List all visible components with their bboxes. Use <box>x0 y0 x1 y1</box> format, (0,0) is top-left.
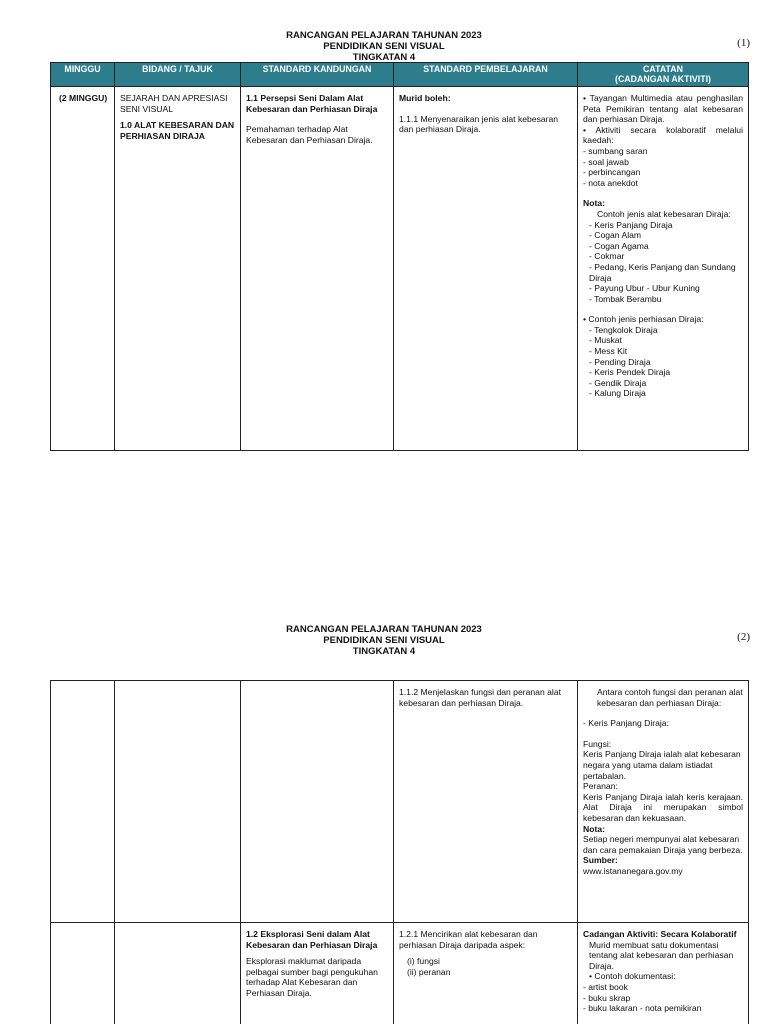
sp-title: Murid boleh: <box>399 93 451 103</box>
lesson-plan-table <box>50 62 749 451</box>
list-item: - Tengkolok Diraja <box>589 324 658 335</box>
header-form: TINGKATAN 4 <box>352 52 416 63</box>
cell-minggu <box>51 923 115 1024</box>
sk-title: 1.2 Eksplorasi Seni dalam Alat Kebesaran dan Perhiasan Diraja <box>246 929 378 950</box>
activity-contoh: • Contoh dokumentasi: <box>589 971 676 982</box>
catatan-p2: • Aktiviti secara kolaboratif melalui kaedah: <box>583 124 743 146</box>
nota-label: Nota: <box>583 198 605 209</box>
sk-text: Pemahaman terhadap Alat Kebesaran dan Perhiasan Diraja. <box>246 124 373 145</box>
sk-title: 1.1 Persepsi Seni Dalam Alat Kebesaran dan Perhiasan Diraja <box>246 93 378 114</box>
nota-label: Nota: <box>583 823 605 834</box>
sp-text: 1.2.1 Mencirikan alat kebesaran dan perhiasan Diraja daripada aspek: <box>399 929 538 950</box>
page-number: (2) <box>737 631 750 643</box>
catatan-item: - Keris Panjang Diraja: <box>583 718 669 729</box>
page-header <box>0 624 768 657</box>
peranan-label: Peranan: <box>583 781 618 792</box>
list-item: - Keris Pendek Diraja <box>589 367 671 378</box>
cell-bidang <box>115 923 241 1024</box>
cell-minggu <box>51 681 115 923</box>
cell-standard-pembelajaran <box>394 87 578 451</box>
list-item: - Pedang, Keris Panjang dan Sundang Diraja <box>589 261 736 283</box>
bidang-area: SEJARAH DAN APRESIASI SENI VISUAL <box>120 93 228 114</box>
nota-text: Setiap negeri mempunyai alat kebesaran dan cara pemakaian Diraja yang berbeza. <box>583 834 743 855</box>
list-item: - sumbang saran <box>583 145 648 156</box>
list-item: - buku skrap <box>583 992 631 1003</box>
col-header-catatan-line2: (CADANGAN AKTIVITI) <box>615 74 711 84</box>
lesson-plan-table-continued <box>50 680 749 1024</box>
sumber-text: www.istananegara.gov.my <box>583 865 683 876</box>
cell-catatan <box>578 923 749 1024</box>
table-header-row <box>51 63 749 87</box>
page-number: (1) <box>737 37 750 49</box>
table-row <box>51 681 749 923</box>
fungsi-label: Fungsi: <box>583 738 612 749</box>
list-item: (ii) peranan <box>407 966 451 977</box>
sp-text: 1.1.2 Menjelaskan fungsi dan peranan alat kebesaran dan perhiasan Diraja. <box>399 687 561 708</box>
cell-standard-pembelajaran <box>394 681 578 923</box>
col-header-standard-kandungan: STANDARD KANDUNGAN <box>241 63 394 87</box>
col-header-catatan-line1: CATATAN <box>643 64 683 74</box>
page-header <box>0 30 768 63</box>
catatan-p1: • Tayangan Multimedia atau penghasilan Peta Pemikiran tentang alat kebesaran dan perhiasan Diraja. <box>583 93 743 125</box>
list-item: - Kalung Diraja <box>589 388 646 399</box>
list-item: - Payung Ubur - Ubur Kuning <box>589 283 700 294</box>
list-item: - Muskat <box>589 335 622 346</box>
header-title: RANCANGAN PELAJARAN TAHUNAN 2023 <box>286 30 482 41</box>
cell-standard-kandungan <box>241 87 394 451</box>
cell-standard-kandungan <box>241 923 394 1024</box>
list-item: - Pending Diraja <box>589 356 651 367</box>
list-item: (i) fungsi <box>407 956 440 967</box>
minggu-value: (2 MINGGU) <box>59 93 108 103</box>
list-item: - perbincangan <box>583 167 641 178</box>
header-subject: PENDIDIKAN SENI VISUAL <box>323 41 445 52</box>
cell-minggu <box>51 87 115 451</box>
cell-standard-pembelajaran <box>394 923 578 1024</box>
perhiasan-intro: • Contoh jenis perhiasan Diraja: <box>583 314 704 325</box>
col-header-bidang: BIDANG / TAJUK <box>115 63 241 87</box>
list-item: - buku lakaran - nota pemikiran <box>583 1003 702 1014</box>
sp-text: 1.1.1 Menyenaraikan jenis alat kebesaran dan perhiasan Diraja. <box>399 113 559 135</box>
col-header-catatan <box>578 63 749 87</box>
list-item: - Cokmar <box>589 251 625 262</box>
sk-text: Eksplorasi maklumat daripada pelbagai sumber bagi pengukuhan terhadap Alat Kebesaran dan Perhiasan Diraja. <box>246 956 378 998</box>
fungsi-text: Keris Panjang Diraja ialah alat kebesaran negara yang utama dalam istiadat pertabalan. <box>583 749 741 781</box>
cell-catatan <box>578 87 749 451</box>
nota-intro: Contoh jenis alat kebesaran Diraja: <box>597 208 731 219</box>
header-title: RANCANGAN PELAJARAN TAHUNAN 2023 <box>286 624 482 635</box>
cell-bidang <box>115 87 241 451</box>
table-row <box>51 87 749 451</box>
list-item: - artist book <box>583 981 628 992</box>
list-item: - Mess Kit <box>589 346 628 357</box>
list-item: - Cogan Alam <box>589 230 642 241</box>
cell-bidang <box>115 681 241 923</box>
header-subject: PENDIDIKAN SENI VISUAL <box>323 635 445 646</box>
list-item: - Tombak Berambu <box>589 293 662 304</box>
bidang-topic: 1.0 ALAT KEBESARAN DAN PERHIASAN DIRAJA <box>120 120 235 141</box>
list-item: - Cogan Agama <box>589 240 649 251</box>
document-page-2 <box>0 600 768 1024</box>
col-header-standard-pembelajaran: STANDARD PEMBELAJARAN <box>394 63 578 87</box>
activity-text: Murid membuat satu dokumentasi tentang alat kebesaran dan perhiasan Diraja. <box>589 939 734 971</box>
list-item: - soal jawab <box>583 156 629 167</box>
peranan-text: Keris Panjang Diraja ialah keris kerajaan. Alat Diraja ini merupakan simbol kebesaran dan kekuasaan. <box>583 791 743 823</box>
header-form: TINGKATAN 4 <box>352 646 416 657</box>
activity-title: Cadangan Aktiviti: Secara Kolaboratif <box>583 929 737 939</box>
col-header-minggu: MINGGU <box>51 63 115 87</box>
sumber-label: Sumber: <box>583 855 618 866</box>
table-row <box>51 923 749 1024</box>
list-item: - Gendik Diraja <box>589 377 647 388</box>
list-item: - nota anekdot <box>583 177 638 188</box>
cell-standard-kandungan <box>241 681 394 923</box>
list-item: - Keris Panjang Diraja <box>589 219 673 230</box>
cell-catatan <box>578 681 749 923</box>
catatan-intro: Antara contoh fungsi dan peranan alat kebesaran dan perhiasan Diraja: <box>597 687 743 708</box>
